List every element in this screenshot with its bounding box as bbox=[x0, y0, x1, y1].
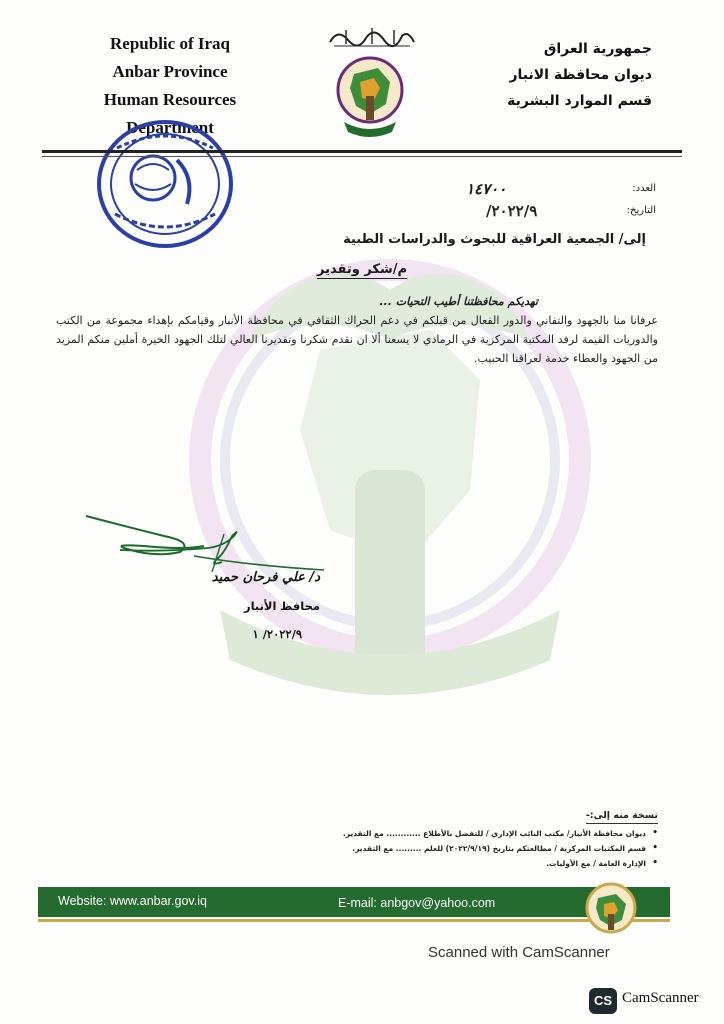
arabic-letterhead bbox=[462, 36, 652, 114]
signatory-date: ٢٠٢٢/٩/ ١ bbox=[252, 627, 302, 641]
letter-body bbox=[56, 292, 658, 368]
copies-title: نسخة منه إلى:- bbox=[586, 808, 658, 824]
header-en-line4: Department bbox=[126, 118, 214, 137]
reference-date-value: ٢٠٢٢/٩/ bbox=[486, 202, 538, 220]
body-paragraph: عرفانا منا بالجهود والتفاني والدور الفعال من قبلكم في دعم الحراك الثقافي في محافظة الأنبار وقيامكم بإهداء مجموعة من الكتب والدوريات القيمة لرفد المكتبة المركزية في الرمادي لا يسعنا ألا ان نقدم شكرنا وتقديرنا العالي لتلك الجهود الخيرة أملين منكم المزيد من الجهود والعطاء خدمة لعراقنا الحبيب. bbox=[56, 314, 658, 365]
reference-date-label: التاريخ: bbox=[626, 205, 656, 216]
camscanner-brand-label: CamScanner bbox=[622, 990, 699, 1006]
department-stamp bbox=[95, 118, 235, 250]
subject-text: م/شكر وتقدير bbox=[316, 262, 408, 277]
header-ar-line1: جمهورية العراق bbox=[543, 41, 652, 57]
header-ar-line3: قسم الموارد البشرية bbox=[507, 93, 652, 109]
basmala-calligraphy bbox=[326, 22, 418, 52]
copies-list bbox=[238, 826, 658, 871]
greeting-line: تهديكم محافظتنا أطيب التحيات ... bbox=[379, 295, 538, 308]
header-divider-thin bbox=[42, 156, 682, 157]
header-en-line3: Human Resources bbox=[103, 90, 237, 109]
copies-list-item: • ديوان محافظة الأنبار/ مكتب النائب الإداري / للتفضل بالأطلاع ............ مع التقدير. bbox=[238, 826, 658, 841]
footer-website: Website: www.anbar.gov.iq bbox=[58, 894, 207, 908]
reference-number-value: ١٤٧٠٠ bbox=[466, 180, 507, 198]
header-divider-thick bbox=[42, 150, 682, 153]
footer-email: E-mail: anbgov@yahoo.com bbox=[338, 896, 496, 910]
signatory-name: د/ علي فرحان حميد bbox=[211, 570, 320, 585]
camscanner-badge-icon: CS bbox=[589, 988, 617, 1014]
footer-gold-line bbox=[38, 919, 670, 922]
header-en-line1: Republic of Iraq bbox=[110, 34, 230, 53]
reference-block bbox=[456, 178, 656, 222]
reference-number-label: العدد: bbox=[632, 183, 656, 194]
signatory-title: محافظ الأنبار bbox=[243, 599, 320, 613]
footer-bar bbox=[38, 887, 670, 917]
signatory-block bbox=[120, 564, 320, 648]
footer-logo bbox=[584, 882, 638, 938]
recipient-line: إلى/ الجمعية العراقية للبحوث والدراسات الطبية bbox=[343, 232, 646, 247]
header-ar-line2: ديوان محافظة الانبار bbox=[509, 67, 652, 83]
scanner-watermark-text: Scanned with CamScanner bbox=[428, 944, 610, 961]
subject-line bbox=[0, 262, 724, 277]
copies-list-item: • قسم المكتبات المركزية / مطالعتكم بتاريخ (٢٠٢٢/٩/١٩) للعلم ......... مع التقدير. bbox=[238, 841, 658, 856]
copies-list-item: • الإدارة العامة / مع الأوليات. bbox=[238, 856, 658, 871]
header-en-line2: Anbar Province bbox=[112, 62, 228, 81]
copies-section bbox=[238, 808, 658, 871]
anbar-province-logo bbox=[334, 52, 406, 140]
